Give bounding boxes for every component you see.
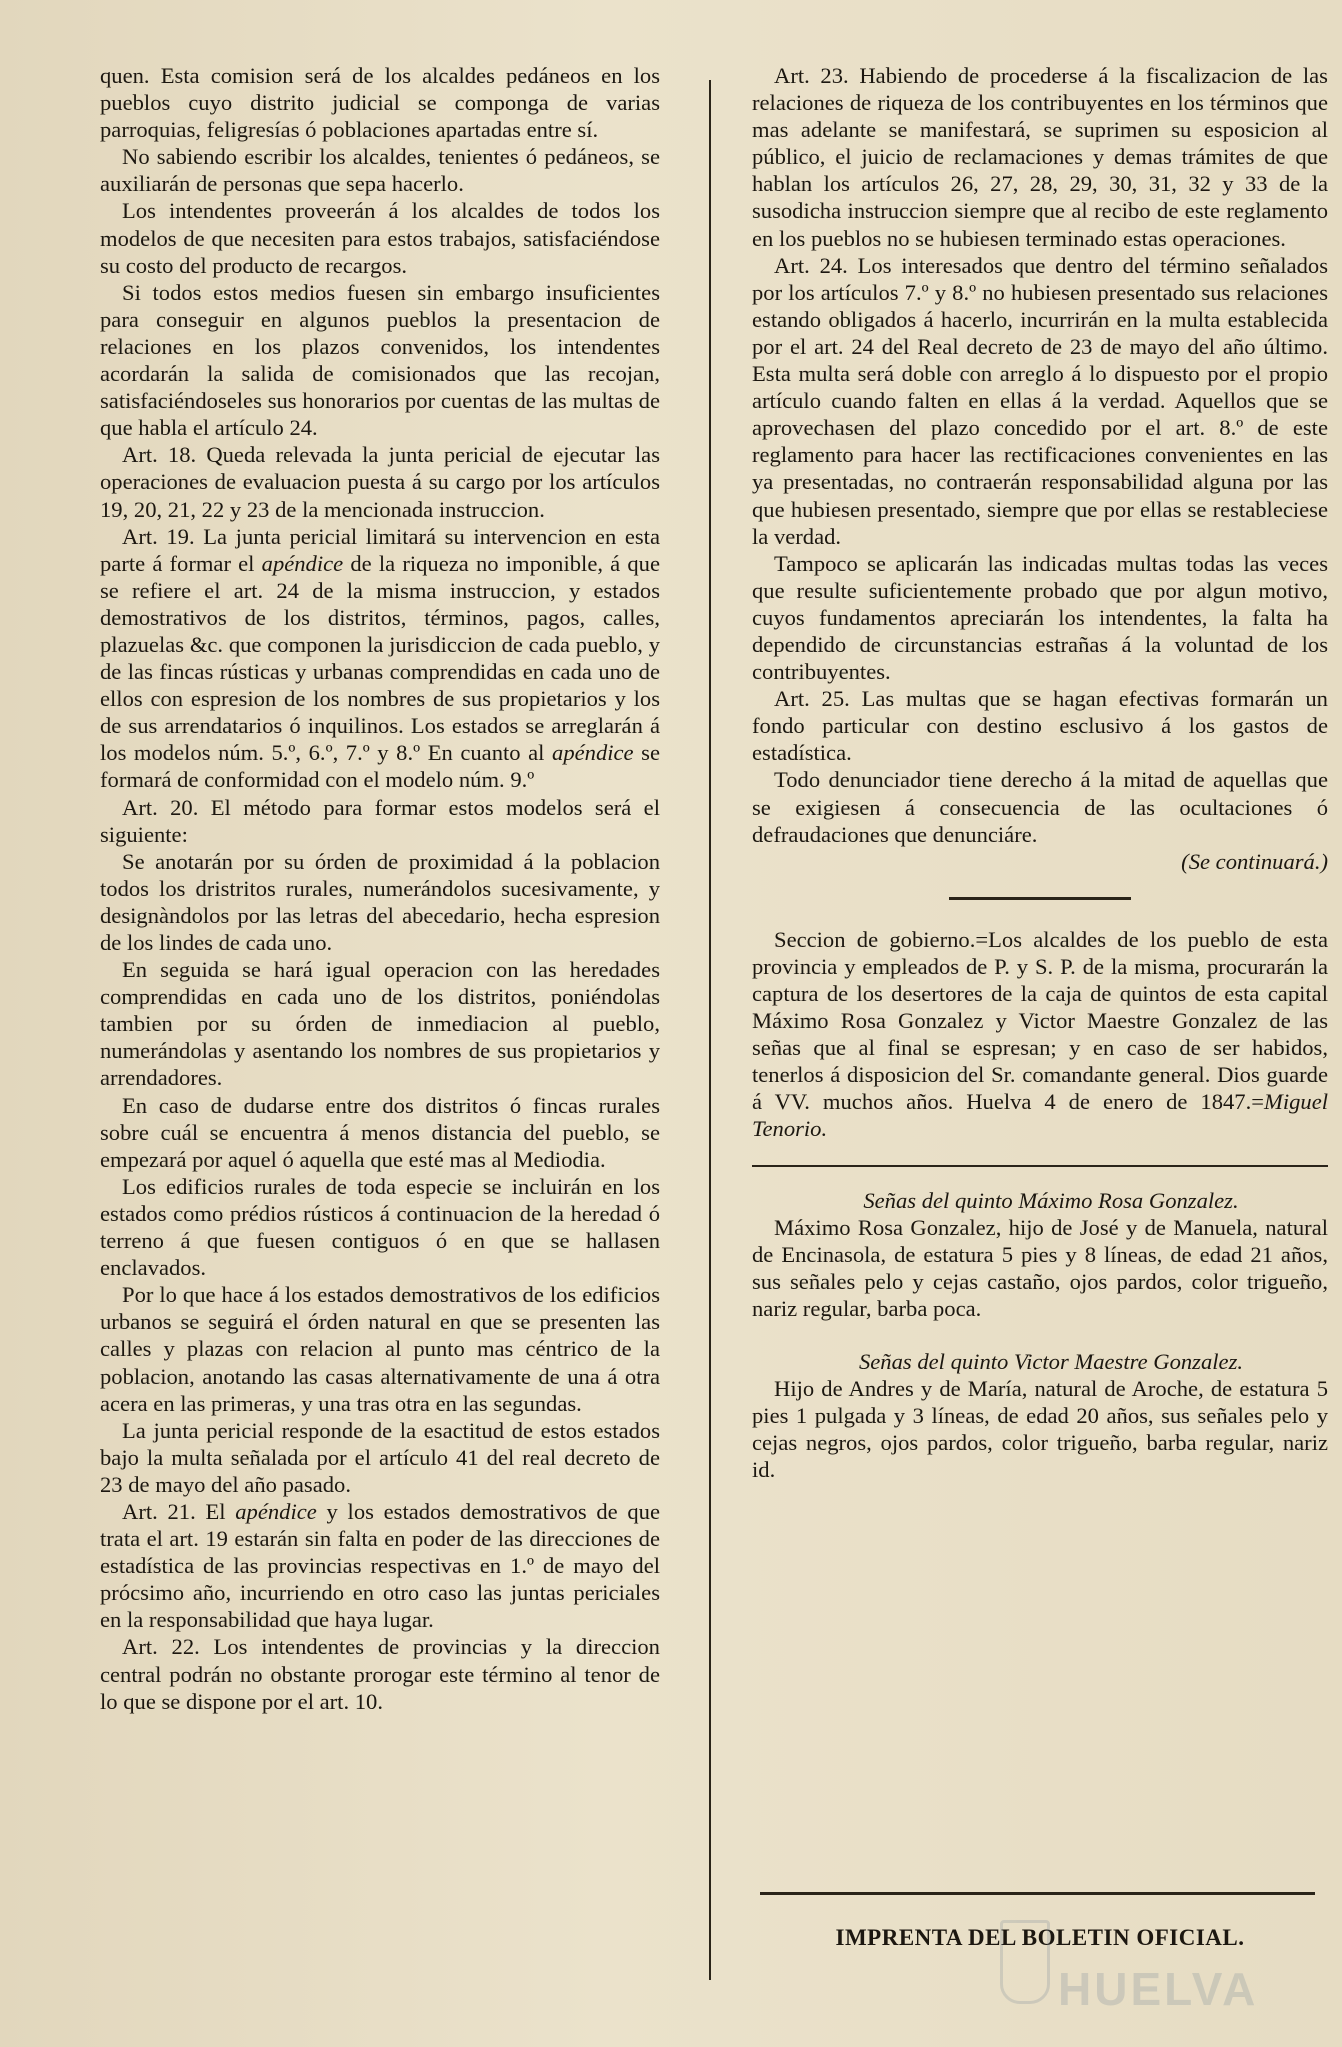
article-label: Art. 20. [122,794,199,820]
right-column [752,62,1328,1484]
paragraph: No sabiendo escribir los alcaldes, tenientes ó pedáneos, se auxiliarán de personas que sepa hacerlo. [100,144,660,197]
paragraph: Se anotarán por su órden de proximidad á la poblacion todos los dristritos rurales, numerándolos sucesivamente, y designàndolos por las letras del abecedario, hecha espresion de los lindes de cada uno. [100,848,660,955]
article-25: Art. 25. Las multas que se hagan efectivas formarán un fondo particular con destino esclusivo á los gastos de estadística. [752,686,1328,766]
article-18: Art. 18. Queda relevada la junta pericial de ejecutar las operaciones de evaluacion puesta á su cargo por los artículos 19, 20, 21, 22 y 23 de la mencionada instruccion. [100,442,660,522]
paragraph: Por lo que hace á los estados demostrativos de los edificios urbanos se seguirá el órden natural en que se presenten las calles y plazas con relacion al punto mas céntrico de la poblacion, anotando las casas alternativamente de una á otra acera en las primeras, y una tras otra en las segundas. [100,1282,660,1416]
paragraph: La junta pericial responde de la esactitud de estos estados bajo la multa señalada por el artículo 41 del real decreto de 23 de mayo del año pasado. [100,1417,660,1497]
column-divider [709,80,711,1980]
paragraph: Todo denunciador tiene derecho á la mitad de aquellas que se exigiesen á consecuencia de las ocultaciones ó defraudaciones que denunciáre. [752,767,1328,847]
watermark [1058,1920,1268,2020]
article-24: Art. 24. Los interesados que dentro del término señalados por los artículos 7.º y 8.º no hubiesen presentado sus relaciones estando obligados á hacerlo, incurrirán en la multa establecida por el art. 24 del Real decreto de 23 de mayo del año último. Esta multa será doble con arreglo á lo dispuesto por el propio artículo cuando falten en ellas á la verdad. Aquellos que se aprovechasen del plazo concedido por el art. 8.º de este reglamento para hacer las rectificaciones convenientes en las ya presentadas, no contraerán responsabilidad alguna por las que hubiesen presentado, siempre que por ellas se restableciese la verdad. [752,252,1328,549]
article-label: Art. 25. [774,686,850,712]
article-20: Art. 20. El método para formar estos modelos será el siguiente: [100,794,660,847]
paragraph: quen. Esta comision será de los alcaldes pedáneos en los pueblos cuyo distrito judicial se componga de varias parroquias, feligresías ó poblaciones apartadas entre sí. [100,63,660,143]
paragraph: En seguida se hará igual operacion con las heredades comprendidas en cada uno de los distritos, poniéndolas tambien por su órden de inmediacion al pueblo, numerándolas y asentando los nombres de sus propietarios y arrendadores. [100,957,660,1091]
article-21: Art. 21. El apéndice y los estados demostrativos de que trata el art. 19 estarán sin falta en poder de las direcciones de estadística de las provincias respectivas en 1.º de mayo del prócsimo año, incurriendo en otro caso las juntas periciales en la responsabilidad que haya lugar. [100,1498,660,1633]
paragraph: Si todos estos medios fuesen sin embargo insuficientes para conseguir en algunos pueblos la presentacion de relaciones en los plazos convenidos, los intendentes acordarán la salida de comisionados que las recojan, satisfaciéndoseles sus honorarios por cuentas de las multas de que habla el artículo 24. [100,279,660,441]
section-divider [949,897,1131,900]
paragraph: Tampoco se aplicarán las indicadas multas todas las veces que resulte suficientemente probado que por algun motivo, cuyos fundamentos apreciarán los intendentes, la falta ha dependido de circunstancias estrañas á la voluntad de los contribuyentes. [752,550,1328,685]
watermark-text: HUELVA [1058,1963,1259,2015]
description: Máximo Rosa Gonzalez, hijo de José y de Manuela, natural de Encinasola, de estatura 5 pies y 8 líneas, de edad 21 años, sus señales pelo y cejas castaño, ojos pardos, color trigueño, nariz regular, barba poca. [752,1214,1328,1321]
left-column [100,62,660,1715]
article-19: Art. 19. La junta pericial limitará su intervencion en esta parte á formar el apéndice de la riqueza no imponible, á que se refiere el art. 24 de la misma instruccion, y estados demostrativos de los distritos, términos, pagos, calles, plazuelas &c. que componen la jurisdiccion de cada pueblo, y de las fincas rústicas y urbanas comprendidas en cada uno de ellos con espresion de los nombres de sus propietarios y los de sus arrendatarios ó inquilinos. Los estados se arreglarán á los modelos núm. 5.º, 6.º, 7.º y 8.º En cuanto al apéndice se formará de conformidad con el modelo núm. 9.º [100,523,660,793]
section-title: Señas del quinto Victor Maestre Gonzalez. [858,1349,1244,1375]
imprint: IMPRENTA DEL BOLETIN OFICIAL. [835,1925,1245,1950]
article-label: Art. 24. [774,252,848,278]
signature: Miguel Tenorio. [752,1089,1328,1142]
footer-divider [760,1892,1315,1895]
article-22: Art. 22. Los intendentes de provincias y la direccion central podrán no obstante prorogar este término al tenor de lo que se dispone por el art. 10. [100,1634,660,1714]
continued-note: (Se continuará.) [1181,848,1328,874]
article-label: Art. 19. [122,523,195,549]
shield-icon [1000,1920,1050,2004]
government-notice: Seccion de gobierno.=Los alcaldes de los pueblo de esta provincia y empleados de P. y S. P. de la misma, procurarán la captura de los desertores de la caja de quintos de esta capital Máximo Rosa Gonzalez y Victor Maestre Gonzalez de las señas que al final se espresan; y en caso de ser habidos, tenerlos á disposicion del Sr. comandante general. Dios guarde á VV. muchos años. Huelva 4 de enero de 1847.=Miguel Tenorio. [752,926,1328,1142]
description: Hijo de Andres y de María, natural de Aroche, de estatura 5 pies 1 pulgada y 3 líneas, de edad 20 años, sus señales pelo y cejas negros, ojos pardos, color trigueño, barba regular, nariz id. [752,1376,1328,1483]
article-23: Art. 23. Habiendo de procederse á la fiscalizacion de las relaciones de riqueza de los contribuyentes en los términos que mas adelante se manifestará, se suprimen su esposicion al público, el juicio de reclamaciones y demas trámites de que hablan los artículos 26, 27, 28, 29, 30, 31, 32 y 33 de la susodicha instruccion siempre que al recibo de este reglamento en los pueblos no se hubiesen terminado estas operaciones. [752,63,1328,251]
article-label: Art. 22. [122,1634,200,1660]
article-label: Art. 23. [774,63,849,88]
paragraph: Los edificios rurales de toda especie se incluirán en los estados como prédios rústicos á continuacion de la heredad ó terreno á que fuesen contiguos ó en que se hallasen enclavados. [100,1173,660,1281]
section-title: Señas del quinto Máximo Rosa Gonzalez. [863,1187,1239,1213]
paragraph: Los intendentes proveerán á los alcaldes de todos los modelos de que necesiten para estos trabajos, satisfaciéndose su costo del producto de recargos. [100,198,660,278]
article-label: Art. 18. [122,442,197,468]
section-divider [752,1165,1328,1167]
paragraph: En caso de dudarse entre dos distritos ó fincas rurales sobre cuál se encuentra á menos distancia del pueblo, se empezará por aquel ó aquella que esté mas al Mediodia. [100,1092,660,1172]
article-label: Art. 21. [122,1498,196,1524]
